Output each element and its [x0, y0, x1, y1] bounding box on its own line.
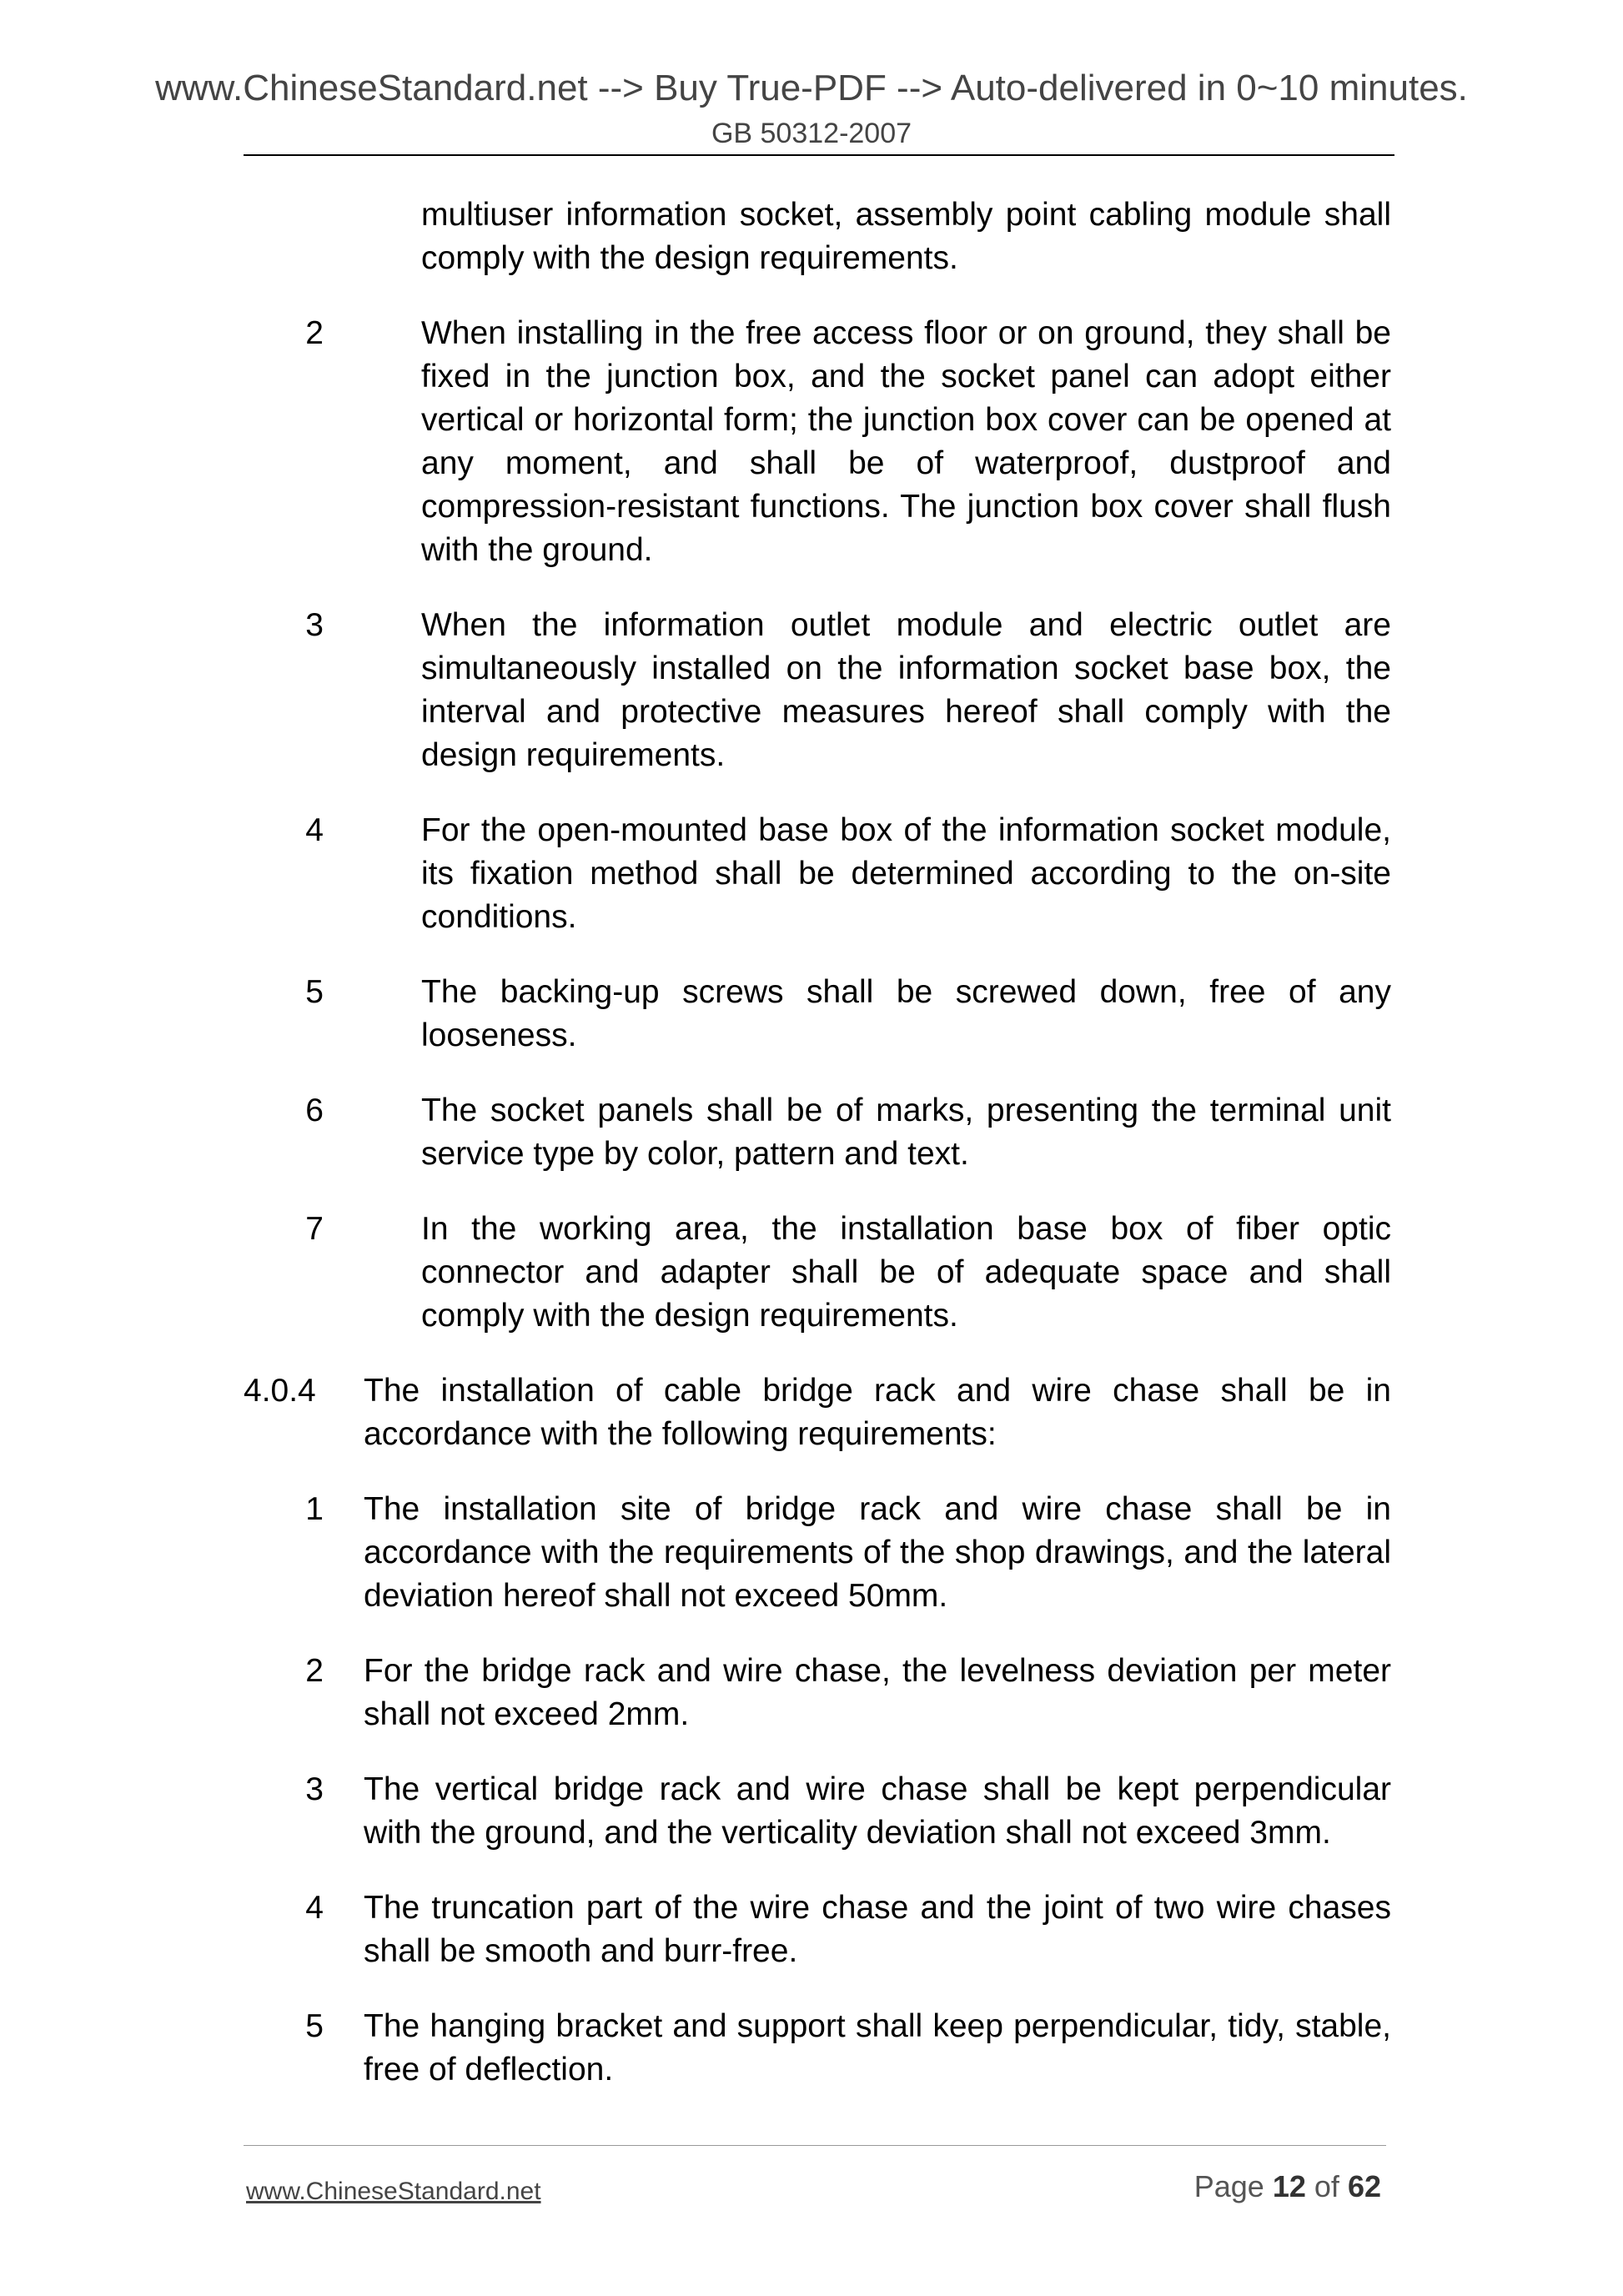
item-number: 3 [305, 1771, 324, 1807]
list-item [0, 312, 1623, 572]
clause-4-0-4 [0, 1369, 1623, 1456]
page-indicator [1194, 2168, 1381, 2205]
header-banner: www.ChineseStandard.net --> Buy True-PDF --> Auto-delivered in 0~10 minutes. [155, 68, 1468, 108]
item-text: The installation site of bridge rack and wire chase shall be in accordance with the requirements of the shop drawings, and the lateral deviation hereof shall not exceed 50mm. [364, 1491, 1391, 1614]
item-number: 5 [305, 974, 324, 1010]
paragraph-text: multiuser information socket, assembly point cabling module shall comply with the design requirements. [421, 197, 1391, 276]
item-number: 5 [305, 2008, 324, 2044]
item-number: 6 [305, 1093, 324, 1128]
item-number: 2 [305, 315, 324, 351]
item-text: When installing in the free access floor or on ground, they shall be fixed in the junction box, and the socket panel can adopt either vertical or horizontal form; the junction box cover can be opened at any moment, and shall be of waterproof, dustproof and compression-resistant functions. The junction box cover shall flush with the ground. [421, 315, 1391, 568]
clause-text: The installation of cable bridge rack and wire chase shall be in accordance with the following requirements: [364, 1373, 1391, 1452]
header-divider [244, 154, 1394, 156]
item-number: 7 [305, 1211, 324, 1247]
standard-number: GB 50312-2007 [711, 118, 912, 149]
item-text: For the bridge rack and wire chase, the levelness deviation per meter shall not exceed 2mm. [364, 1653, 1391, 1732]
clause-number: 4.0.4 [244, 1373, 316, 1409]
list-item [0, 1650, 1623, 1736]
footer-divider [244, 2145, 1386, 2146]
page-current: 12 [1272, 2169, 1306, 2203]
list-item [0, 1488, 1623, 1618]
list-item [0, 1768, 1623, 1855]
item-text: The backing-up screws shall be screwed down, free of any looseness. [421, 974, 1391, 1053]
list-item [0, 809, 1623, 939]
list-item [0, 971, 1623, 1058]
list-item [0, 1089, 1623, 1176]
page-content [0, 193, 1623, 2123]
item-number: 1 [305, 1491, 324, 1527]
list-item [0, 2005, 1623, 2092]
page-total: 62 [1347, 2169, 1381, 2203]
item-text: The vertical bridge rack and wire chase shall be kept perpendicular with the ground, and the verticality deviation shall not exceed 3mm. [364, 1771, 1391, 1851]
item-number: 2 [305, 1653, 324, 1689]
item-number: 4 [305, 812, 324, 848]
item-text: When the information outlet module and electric outlet are simultaneously installed on the information socket base box, the interval and protective measures hereof shall comply with the design requirements. [421, 607, 1391, 773]
list-item [0, 604, 1623, 777]
item-number: 3 [305, 607, 324, 643]
item-text: The truncation part of the wire chase and the joint of two wire chases shall be smooth and burr-free. [364, 1890, 1391, 1969]
page-of: of [1314, 2169, 1339, 2203]
list-item [0, 1208, 1623, 1338]
list-item [0, 1887, 1623, 1973]
item-text: For the open-mounted base box of the information socket module, its fixation method shall be determined according to the on-site conditions. [421, 812, 1391, 935]
footer-site-link[interactable]: www.ChineseStandard.net [246, 2178, 541, 2205]
item-text: The socket panels shall be of marks, presenting the terminal unit service type by color, pattern and text. [421, 1093, 1391, 1172]
continuation-paragraph [0, 193, 1623, 280]
page-prefix: Page [1193, 2169, 1264, 2203]
item-text: In the working area, the installation base box of fiber optic connector and adapter shall be of adequate space and shall comply with the design requirements. [421, 1211, 1391, 1334]
item-number: 4 [305, 1890, 324, 1926]
item-text: The hanging bracket and support shall keep perpendicular, tidy, stable, free of deflection. [364, 2008, 1391, 2088]
